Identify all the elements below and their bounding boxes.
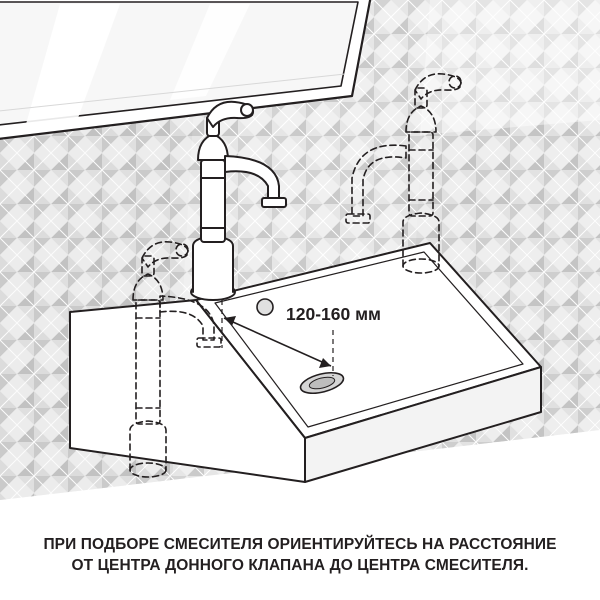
- measurement-label: 120-160 мм: [286, 304, 381, 324]
- caption-line-1: ПРИ ПОДБОРЕ СМЕСИТЕЛЯ ОРИЕНТИРУЙТЕСЬ НА РАССТОЯНИЕ: [43, 536, 557, 553]
- caption-line-2: ОТ ЦЕНТРА ДОННОГО КЛАПАНА ДО ЦЕНТРА СМЕСИТЕЛЯ.: [71, 557, 529, 574]
- wall-tiles-upper-right: [420, 0, 600, 135]
